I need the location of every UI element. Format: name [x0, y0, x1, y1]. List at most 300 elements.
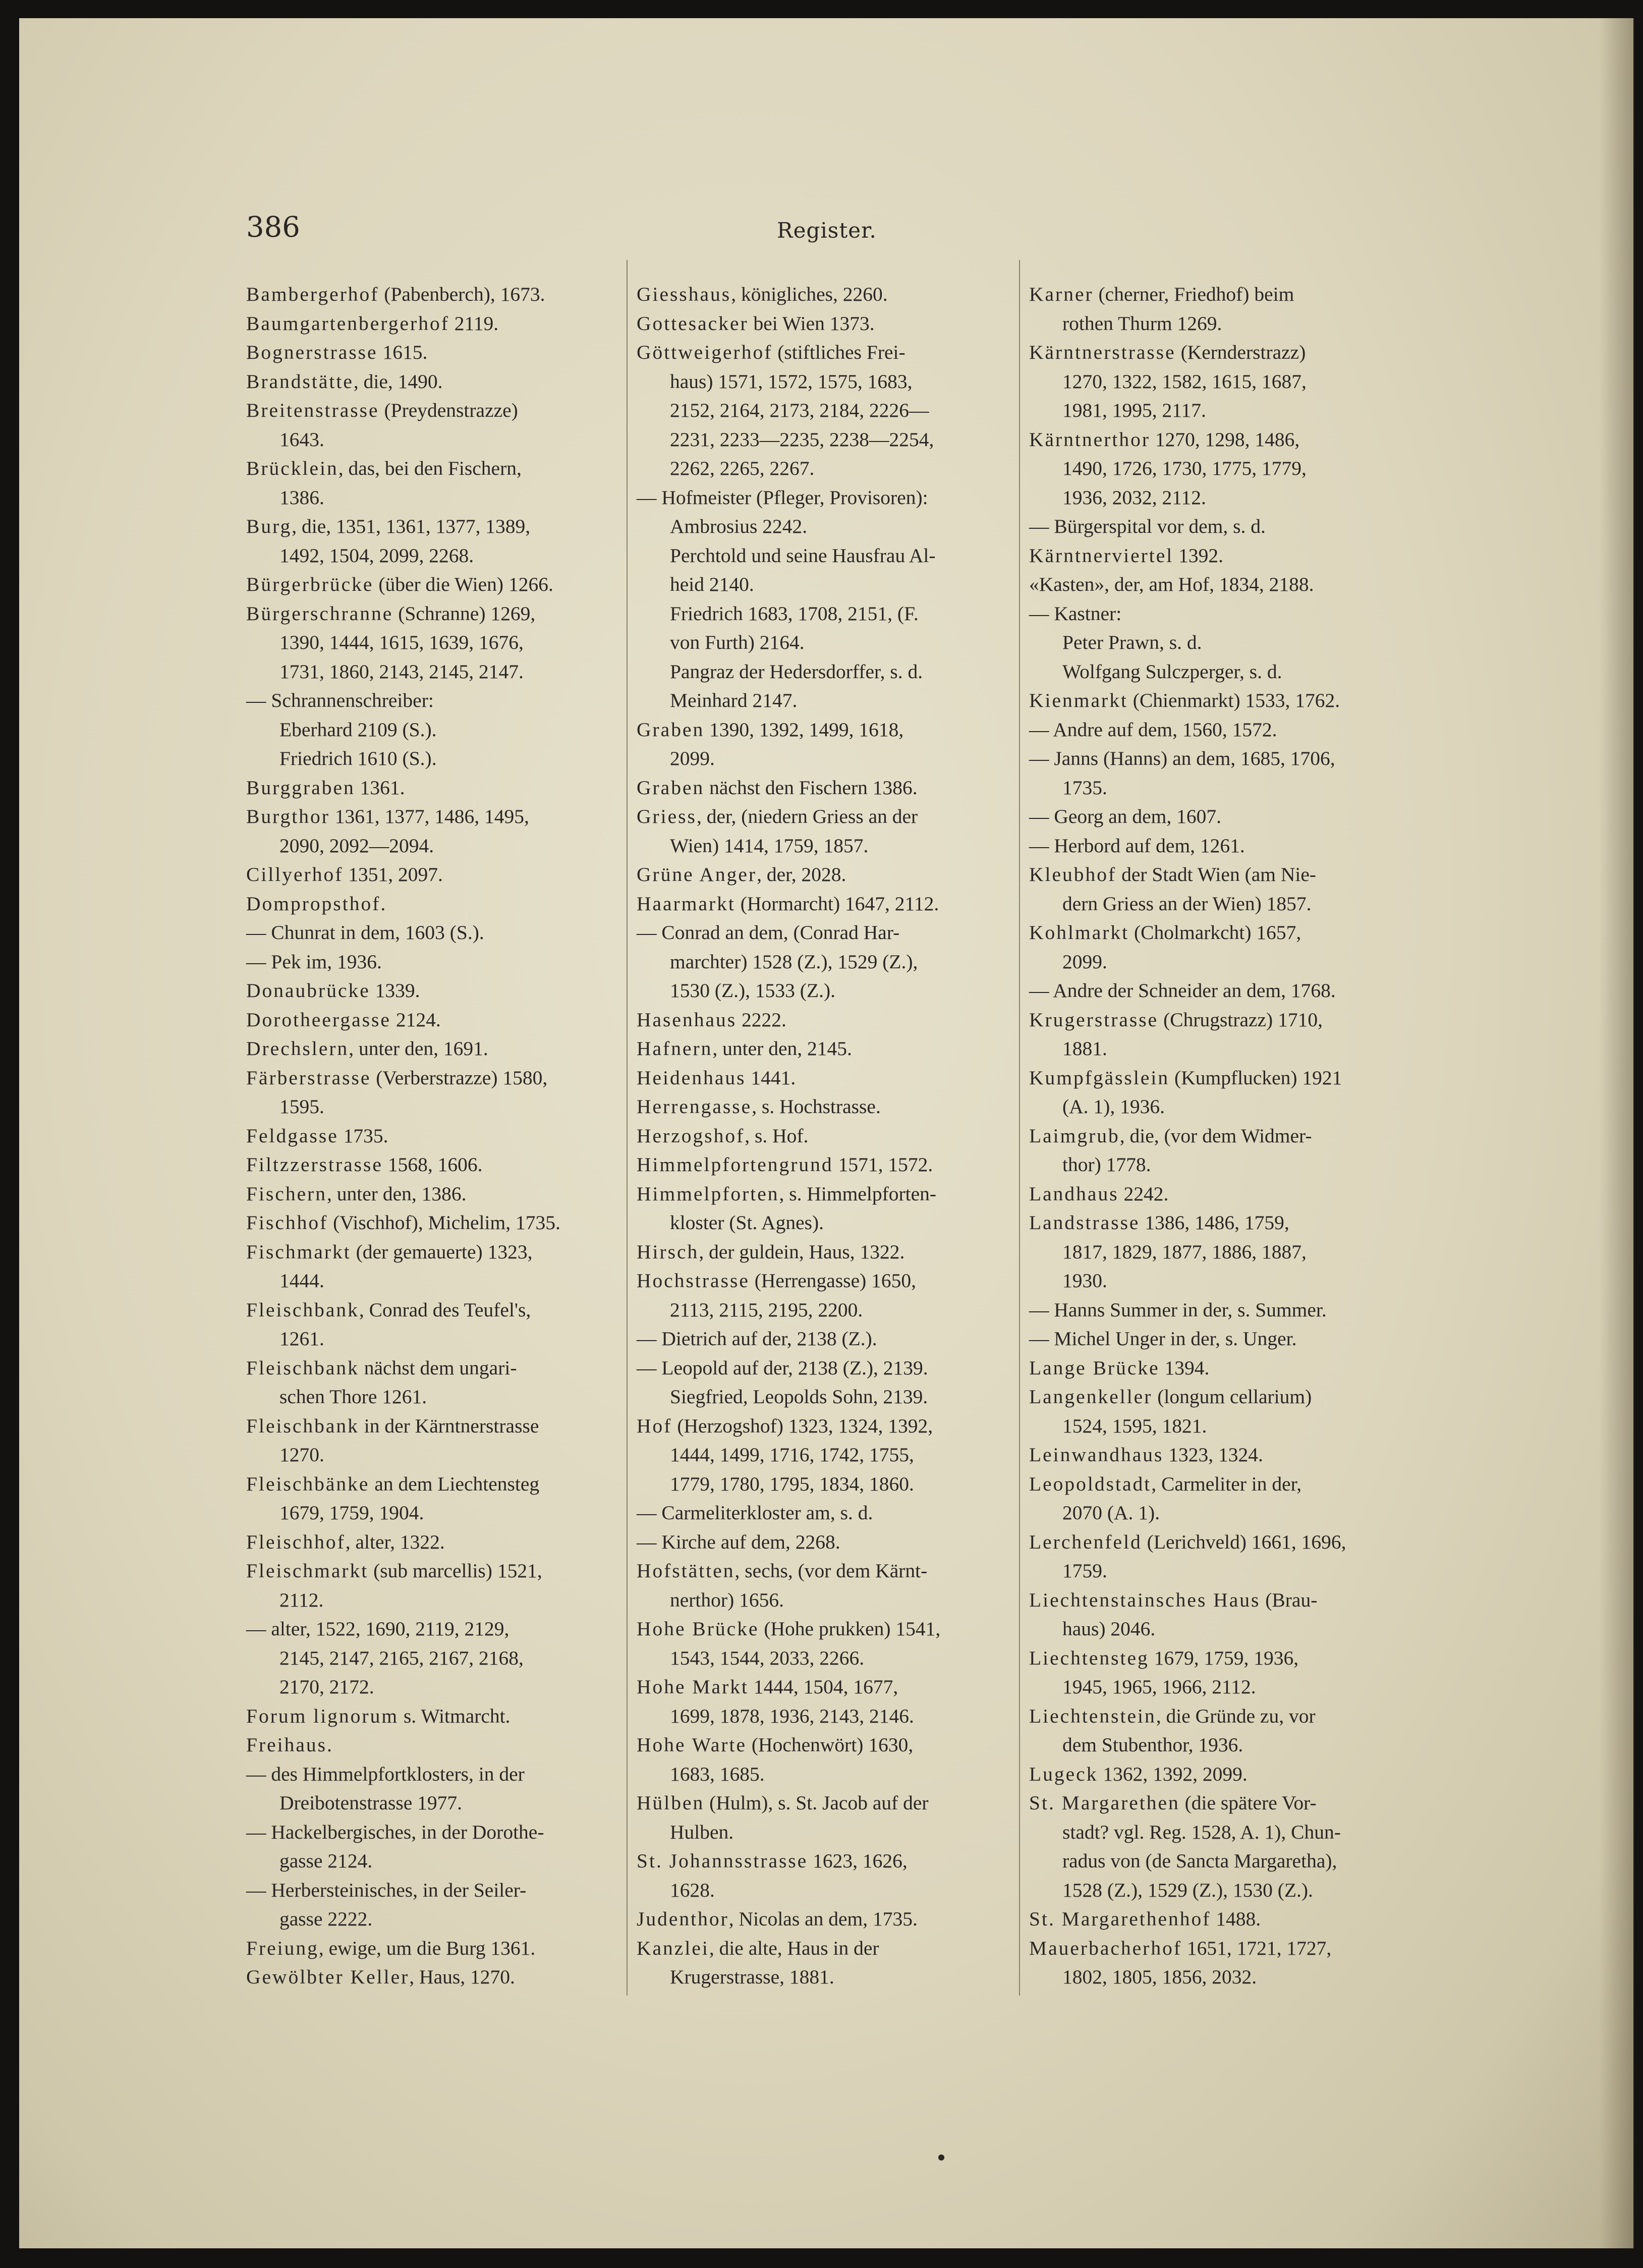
index-column-1 [246, 280, 619, 1992]
index-entry-text: 1270, 1322, 1582, 1615, 1687, [1062, 370, 1307, 393]
index-entry-text: (Lerichveld) 1661, 1696, [1142, 1530, 1346, 1553]
index-entry-line [637, 744, 1010, 773]
index-entry-text: Meinhard 2147. [670, 689, 798, 711]
index-keyword: Brandstätte [246, 370, 354, 393]
index-entry-text: (A. 1), 1936. [1062, 1095, 1165, 1118]
index-entry-line [246, 1122, 619, 1151]
index-entry-text: 1802, 1805, 1856, 2032. [1062, 1966, 1257, 1988]
index-entry-text: «Kasten», der, am Hof, 1834, 2188. [1029, 573, 1314, 595]
index-keyword: Kärntnerviertel [1029, 544, 1174, 567]
index-entry-line [1029, 309, 1402, 339]
index-entry-text: 2222. [736, 1008, 786, 1031]
index-keyword: Grüne Anger [637, 863, 757, 886]
index-entry-text: 1361. [355, 776, 405, 799]
index-entry-line [1029, 1180, 1402, 1209]
index-entry-line [246, 396, 619, 425]
index-entry-text: Perchtold und seine Hausfrau Al- [670, 544, 936, 567]
index-entry-line [246, 454, 619, 483]
index-entry-text: Wien) 1414, 1759, 1857. [670, 834, 869, 857]
index-entry-line [1029, 1557, 1402, 1586]
index-entry-text: 1323, 1324. [1163, 1444, 1263, 1466]
index-keyword: Dompropsthof [246, 892, 381, 915]
index-entry-text: 1881. [1062, 1037, 1107, 1060]
index-entry-line [637, 1006, 1010, 1035]
index-keyword: Himmelpfortengrund [637, 1153, 833, 1176]
index-entry-line [637, 396, 1010, 425]
index-entry-line [637, 1673, 1010, 1702]
index-entry-line [246, 1150, 619, 1180]
index-entry-text: (Kumpflucken) 1921 [1169, 1066, 1342, 1089]
index-entry-text: 1779, 1780, 1795, 1834, 1860. [670, 1472, 914, 1495]
index-entry-text: 1392. [1173, 544, 1224, 567]
index-entry-line [246, 1324, 619, 1354]
index-entry-line [637, 309, 1010, 339]
index-entry-text: — Kirche auf dem, 2268. [637, 1530, 840, 1553]
index-entry-line [637, 1180, 1010, 1209]
index-entry-line [637, 483, 1010, 513]
index-entry-line [1029, 1760, 1402, 1789]
index-entry-line [1029, 1324, 1402, 1354]
index-entry-text: — Michel Unger in der, s. Unger. [1029, 1327, 1297, 1350]
index-entry-line [637, 512, 1010, 541]
index-entry-line [637, 1731, 1010, 1760]
index-keyword: Kärntnerstrasse [1029, 341, 1176, 363]
index-keyword: St. Margarethen [1029, 1792, 1180, 1814]
index-keyword: Burggraben [246, 776, 355, 799]
index-keyword: Kleubhof [1029, 863, 1117, 886]
index-entry-line [637, 1382, 1010, 1412]
index-entry-line [1029, 948, 1402, 977]
index-entry-line [637, 802, 1010, 832]
index-entry-line [246, 1557, 619, 1586]
index-entry-line [637, 570, 1010, 599]
index-entry-text: 1643. [279, 428, 324, 451]
index-entry-line [246, 599, 619, 629]
index-entry-line [246, 512, 619, 541]
index-entry-text: (Chrugstrazz) 1710, [1158, 1008, 1323, 1031]
page-edge-shadow [1599, 18, 1634, 2248]
index-entry-line [246, 1354, 619, 1383]
index-entry-text: rothen Thurm 1269. [1062, 312, 1222, 335]
index-entry-text: haus) 2046. [1062, 1618, 1156, 1640]
index-entry-line [1029, 1702, 1402, 1731]
index-entry-text: (Hohe prukken) 1541, [759, 1618, 941, 1640]
index-keyword: Burgthor [246, 805, 330, 827]
index-entry-line [637, 628, 1010, 657]
index-entry-line [1029, 1412, 1402, 1441]
index-entry-line [637, 1789, 1010, 1818]
index-entry-line [246, 1731, 619, 1760]
index-entry-text: (longum cellarium) [1152, 1386, 1312, 1408]
index-entry-line [246, 1441, 619, 1470]
index-entry-text: 1444, 1504, 1677, [748, 1676, 898, 1698]
index-keyword: Haarmarkt [637, 892, 735, 915]
index-entry-line [1029, 599, 1402, 629]
index-entry-line [246, 1006, 619, 1035]
index-entry-line [637, 425, 1010, 455]
index-keyword: Heidenhaus [637, 1066, 746, 1089]
index-keyword: Hülben [637, 1792, 705, 1814]
index-entry-text: Friedrich 1610 (S.). [279, 747, 437, 769]
index-entry-text: haus) 1571, 1572, 1575, 1683, [670, 370, 913, 393]
index-entry-line [246, 1905, 619, 1934]
index-entry-line [246, 976, 619, 1006]
index-entry-line [637, 976, 1010, 1006]
index-entry-text: , alter, 1322. [345, 1530, 445, 1553]
index-keyword: Hofstätten [637, 1560, 735, 1582]
index-entry-line [246, 657, 619, 687]
index-keyword: Kohlmarkt [1029, 921, 1129, 944]
index-keyword: Hof [637, 1414, 672, 1437]
index-entry-text: (Preydenstrazze) [379, 399, 518, 421]
index-entry-text: (Schranne) 1269, [393, 602, 536, 625]
index-keyword: Krugerstrasse [1029, 1008, 1159, 1031]
index-entry-line [246, 1208, 619, 1238]
index-entry-line [1029, 976, 1402, 1006]
index-entry-text: 1339. [370, 979, 420, 1002]
index-entry-line [1029, 541, 1402, 571]
index-entry-line [1029, 890, 1402, 919]
index-keyword: Herzogshof [637, 1124, 745, 1147]
index-entry-text: (über die Wien) 1266. [373, 573, 553, 595]
index-entry-line [1029, 1150, 1402, 1180]
index-entry-line [637, 1208, 1010, 1238]
index-entry-text: 1759. [1062, 1560, 1107, 1582]
index-entry-text: — Hanns Summer in der, s. Summer. [1029, 1298, 1327, 1321]
index-entry-line [246, 1702, 619, 1731]
index-keyword: Judenthor [637, 1908, 729, 1930]
index-entry-text: (Hormarcht) 1647, 2112. [735, 892, 939, 915]
index-entry-text: , die alte, Haus in der [709, 1937, 879, 1959]
index-entry-text: s. Witmarcht. [399, 1704, 511, 1727]
index-entry-text: (Cholmarkcht) 1657, [1129, 921, 1301, 944]
index-entry-text: (Verberstrazze) 1580, [371, 1066, 548, 1089]
index-entry-text: (Herzogshof) 1323, 1324, 1392, [672, 1414, 933, 1437]
index-entry-text: — Herbersteinisches, in der Seiler- [246, 1878, 527, 1901]
index-keyword: Griess [637, 805, 697, 827]
index-entry-text: Wolfgang Sulczperger, s. d. [1062, 660, 1282, 683]
index-entry-text: gasse 2222. [279, 1908, 373, 1930]
index-keyword: Leinwandhaus [1029, 1444, 1164, 1466]
index-entry-text: 1543, 1544, 2033, 2266. [670, 1646, 865, 1669]
index-entry-text: 1679, 1759, 1936, [1149, 1646, 1299, 1669]
index-entry-text: 1568, 1606. [382, 1153, 483, 1176]
index-entry-text: (die spätere Vor- [1179, 1792, 1317, 1814]
index-keyword: Fischmarkt [246, 1240, 351, 1263]
index-keyword: Kumpfgässlein [1029, 1066, 1170, 1089]
index-entry-line [1029, 454, 1402, 483]
index-entry-line [246, 628, 619, 657]
index-entry-line [246, 1644, 619, 1673]
index-entry-text: — Carmeliterkloster am, s. d. [637, 1502, 873, 1524]
index-entry-line [1029, 512, 1402, 541]
index-keyword: Bognerstrasse [246, 341, 378, 363]
index-entry-line [1029, 367, 1402, 397]
index-entry-text: 1735. [1062, 776, 1107, 799]
index-entry-line [1029, 1296, 1402, 1325]
index-keyword: Liechtensteg [1029, 1646, 1149, 1669]
index-keyword: Hohe Markt [637, 1676, 749, 1698]
index-entry-text: — des Himmelpfortklosters, in der [246, 1762, 525, 1785]
index-entry-text: 2070 (A. 1). [1062, 1502, 1160, 1524]
index-entry-line [637, 1760, 1010, 1789]
index-entry-text: , der, (niedern Griess an der [696, 805, 918, 827]
index-keyword: Burg [246, 515, 292, 537]
index-entry-line [637, 948, 1010, 977]
index-entry-line [637, 1905, 1010, 1934]
index-entry-text: , s. Hof. [745, 1124, 809, 1147]
index-entry-line [246, 1064, 619, 1093]
index-keyword: Himmelpforten [637, 1182, 779, 1205]
index-entry-line [637, 773, 1010, 803]
index-entry-line [246, 1934, 619, 1963]
index-entry-line [1029, 1818, 1402, 1847]
index-entry-text: 1981, 1995, 2117. [1062, 399, 1206, 421]
index-entry-line [246, 280, 619, 309]
index-entry-line [1029, 1847, 1402, 1876]
index-entry-text: (Pabenberch), 1673. [379, 283, 545, 305]
index-entry-line [1029, 1963, 1402, 1992]
index-keyword: Hasenhaus [637, 1008, 737, 1031]
index-entry-text: bei Wien 1373. [748, 312, 875, 335]
index-keyword: Freihaus [246, 1734, 327, 1756]
index-entry-text: 1530 (Z.), 1533 (Z.). [670, 979, 835, 1002]
index-entry-text: 1524, 1595, 1821. [1062, 1414, 1207, 1437]
index-entry-line [1029, 1528, 1402, 1557]
index-entry-text: , Haus, 1270. [409, 1966, 515, 1988]
index-entry-line [1029, 1006, 1402, 1035]
index-entry-line [1029, 1586, 1402, 1615]
index-entry-line [1029, 1644, 1402, 1673]
index-entry-text: — Pek im, 1936. [246, 950, 382, 973]
index-keyword: Laimgrub [1029, 1124, 1120, 1147]
index-entry-line [246, 1586, 619, 1615]
index-entry-text: 1615. [377, 341, 428, 363]
index-entry-text: 1817, 1829, 1877, 1886, 1887, [1062, 1240, 1307, 1263]
index-entry-text: (der gemauerte) 1323, [351, 1240, 533, 1263]
index-entry-line [246, 1760, 619, 1789]
index-keyword: Mauerbacherhof [1029, 1937, 1182, 1959]
index-entry-text: 2119. [449, 312, 499, 335]
page-number: 386 [246, 211, 300, 244]
index-entry-text: 2170, 2172. [279, 1676, 374, 1698]
index-entry-line [637, 686, 1010, 715]
index-entry-text: (cherner, Friedhof) beim [1093, 283, 1294, 305]
index-entry-line [1029, 1208, 1402, 1238]
index-entry-text: 1571, 1572. [833, 1153, 933, 1176]
index-keyword: Leopoldstadt [1029, 1472, 1152, 1495]
index-entry-line [246, 1673, 619, 1702]
index-entry-text: 1270. [279, 1444, 324, 1466]
index-entry-text: — Bürgerspital vor dem, s. d. [1029, 515, 1266, 537]
index-entry-line [1029, 425, 1402, 455]
index-entry-line [246, 1412, 619, 1441]
index-entry-line [1029, 744, 1402, 773]
index-entry-line [1029, 1789, 1402, 1818]
index-entry-text: , Conrad des Teufel's, [359, 1298, 531, 1321]
index-entry-line [1029, 773, 1402, 803]
index-entry-line [246, 570, 619, 599]
index-entry-text: — Leopold auf der, 2138 (Z.), 2139. [637, 1356, 928, 1379]
index-entry-line [637, 599, 1010, 629]
index-entry-line [246, 1615, 619, 1644]
index-entry-text: — Herbord auf dem, 1261. [1029, 834, 1245, 857]
index-entry-text: 1945, 1965, 1966, 2112. [1062, 1676, 1256, 1698]
index-keyword: Dorotheergasse [246, 1008, 391, 1031]
index-entry-line [637, 1847, 1010, 1876]
index-entry-line [637, 715, 1010, 745]
index-entry-text: 2231, 2233—2235, 2238—2254, [670, 428, 934, 451]
index-entry-text: in der Kärntnerstrasse [359, 1414, 539, 1437]
column-divider [627, 260, 628, 1996]
index-entry-text: , der guldein, Haus, 1322. [699, 1240, 905, 1263]
index-entry-text: 1683, 1685. [670, 1762, 765, 1785]
index-keyword: Graben [637, 718, 705, 741]
index-entry-line [246, 918, 619, 948]
index-entry-line [1029, 570, 1402, 599]
index-entry-line [637, 1150, 1010, 1180]
index-entry-line [246, 1499, 619, 1528]
index-entry-text: 1444, 1499, 1716, 1742, 1755, [670, 1444, 914, 1466]
index-entry-line [246, 773, 619, 803]
index-entry-line [1029, 860, 1402, 890]
index-entry-text: 1936, 2032, 2112. [1062, 486, 1206, 509]
index-keyword: Fischern [246, 1182, 327, 1205]
index-entry-text: heid 2140. [670, 573, 754, 595]
index-entry-text: (Vischhof), Michelim, 1735. [328, 1211, 560, 1234]
index-entry-line [1029, 1905, 1402, 1934]
index-entry-text: nerthor) 1656. [670, 1588, 784, 1611]
index-entry-line [1029, 686, 1402, 715]
index-entry-text: — Georg an dem, 1607. [1029, 805, 1222, 827]
index-entry-line [1029, 1034, 1402, 1064]
index-entry-line [637, 890, 1010, 919]
index-entry-line [1029, 1876, 1402, 1905]
index-entry-text: marchter) 1528 (Z.), 1529 (Z.), [670, 950, 918, 973]
index-keyword: Gottesacker [637, 312, 749, 335]
index-keyword: Bambergerhof [246, 283, 379, 305]
index-entry-line [246, 1528, 619, 1557]
index-entry-line [637, 1615, 1010, 1644]
index-entry-text: , die, 1351, 1361, 1377, 1389, [292, 515, 531, 537]
index-keyword: Breitenstrasse [246, 399, 379, 421]
index-entry-text: , unter den, 2145. [712, 1037, 852, 1060]
index-entry-text: 1386, 1486, 1759, [1140, 1211, 1289, 1234]
index-keyword: Hochstrasse [637, 1269, 750, 1292]
index-entry-text: , unter den, 1386. [327, 1182, 467, 1205]
index-entry-line [637, 1499, 1010, 1528]
index-entry-line [246, 715, 619, 745]
index-entry-text: 2090, 2092—2094. [279, 834, 434, 857]
index-entry-text: Dreibotenstrasse 1977. [279, 1792, 462, 1814]
index-entry-text: , die Gründe zu, vor [1156, 1704, 1316, 1727]
index-entry-text: 1394. [1159, 1356, 1210, 1379]
index-entry-text: — Andre auf dem, 1560, 1572. [1029, 718, 1277, 741]
index-keyword: Fischhof [246, 1211, 328, 1234]
index-entry-text: — Kastner: [1029, 602, 1122, 625]
index-entry-text: 2099. [1062, 950, 1107, 973]
index-entry-text: , s. Hochstrasse. [752, 1095, 881, 1118]
index-entry-text: Siegfried, Leopolds Sohn, 2139. [670, 1386, 928, 1408]
index-entry-text: — Hackelbergisches, in der Dorothe- [246, 1820, 544, 1843]
index-entry-text: 1490, 1726, 1730, 1775, 1779, [1062, 457, 1307, 479]
index-entry-line [246, 1382, 619, 1412]
index-entry-line [637, 1528, 1010, 1557]
index-entry-line [246, 686, 619, 715]
index-entry-line [637, 1122, 1010, 1151]
index-entry-text: 1492, 1504, 2099, 2268. [279, 544, 474, 567]
index-entry-text: 1488. [1211, 1908, 1261, 1930]
index-entry-text: 1441. [746, 1066, 796, 1089]
index-keyword: Kienmarkt [1029, 689, 1128, 711]
index-entry-line [1029, 1470, 1402, 1499]
index-entry-text: Peter Prawn, s. d. [1062, 631, 1202, 653]
index-keyword: Bürgerschranne [246, 602, 393, 625]
index-entry-text: dern Griess an der Wien) 1857. [1062, 892, 1312, 915]
index-entry-text: radus von (de Sancta Margaretha), [1062, 1850, 1337, 1872]
page-title: Register. [777, 218, 877, 243]
index-entry-line [637, 1064, 1010, 1093]
index-entry-text: 1261. [279, 1327, 324, 1350]
index-keyword: Herrengasse [637, 1095, 752, 1118]
index-entry-line [637, 1586, 1010, 1615]
index-entry-text: nächst dem ungari- [359, 1356, 517, 1379]
index-entry-line [1029, 1064, 1402, 1093]
index-entry-text: . [380, 892, 386, 915]
index-entry-line [1029, 1382, 1402, 1412]
index-entry-line [1029, 1354, 1402, 1383]
index-keyword: Hohe Brücke [637, 1618, 759, 1640]
index-keyword: Lugeck [1029, 1762, 1098, 1785]
index-entry-line [246, 860, 619, 890]
index-keyword: Göttweigerhof [637, 341, 773, 363]
print-speck [938, 2154, 944, 2161]
index-entry-text: stadt? vgl. Reg. 1528, A. 1), Chun- [1062, 1820, 1341, 1843]
index-entry-text: 2113, 2115, 2195, 2200. [670, 1298, 863, 1321]
index-keyword: Donaubrücke [246, 979, 370, 1002]
index-entry-line [246, 832, 619, 861]
index-entry-text: , die, (vor dem Widmer- [1119, 1124, 1312, 1147]
index-keyword: Fleischbänke [246, 1472, 370, 1495]
index-entry-text: , der, 2028. [757, 863, 846, 886]
index-entry-line [1029, 483, 1402, 513]
index-entry-text: an dem Liechtensteg [369, 1472, 540, 1495]
index-keyword: Fleischhof [246, 1530, 346, 1553]
index-entry-line [1029, 1238, 1402, 1267]
index-entry-line [637, 1092, 1010, 1122]
index-entry-line [246, 1470, 619, 1499]
index-entry-line [246, 1818, 619, 1847]
index-entry-text: (Hulm), s. St. Jacob auf der [704, 1792, 929, 1814]
index-entry-line [1029, 918, 1402, 948]
index-entry-text: (Herrengasse) 1650, [749, 1269, 917, 1292]
index-entry-line [246, 309, 619, 339]
index-entry-text: 1386. [279, 486, 324, 509]
index-entry-line [246, 1034, 619, 1064]
index-entry-line [637, 1470, 1010, 1499]
index-entry-text: , s. Himmelpforten- [779, 1182, 937, 1205]
index-entry-text: 2145, 2147, 2165, 2167, 2168, [279, 1646, 524, 1669]
index-entry-line [637, 1876, 1010, 1905]
index-entry-line [637, 1702, 1010, 1731]
index-keyword: Lerchenfeld [1029, 1530, 1142, 1553]
index-entry-text: (stiftliches Frei- [772, 341, 905, 363]
index-entry-line [246, 890, 619, 919]
index-entry-text: , Nicolas an dem, 1735. [728, 1908, 918, 1930]
index-entry-text: Pangraz der Hedersdorffer, s. d. [670, 660, 923, 683]
index-entry-line [637, 918, 1010, 948]
index-entry-line [637, 1818, 1010, 1847]
